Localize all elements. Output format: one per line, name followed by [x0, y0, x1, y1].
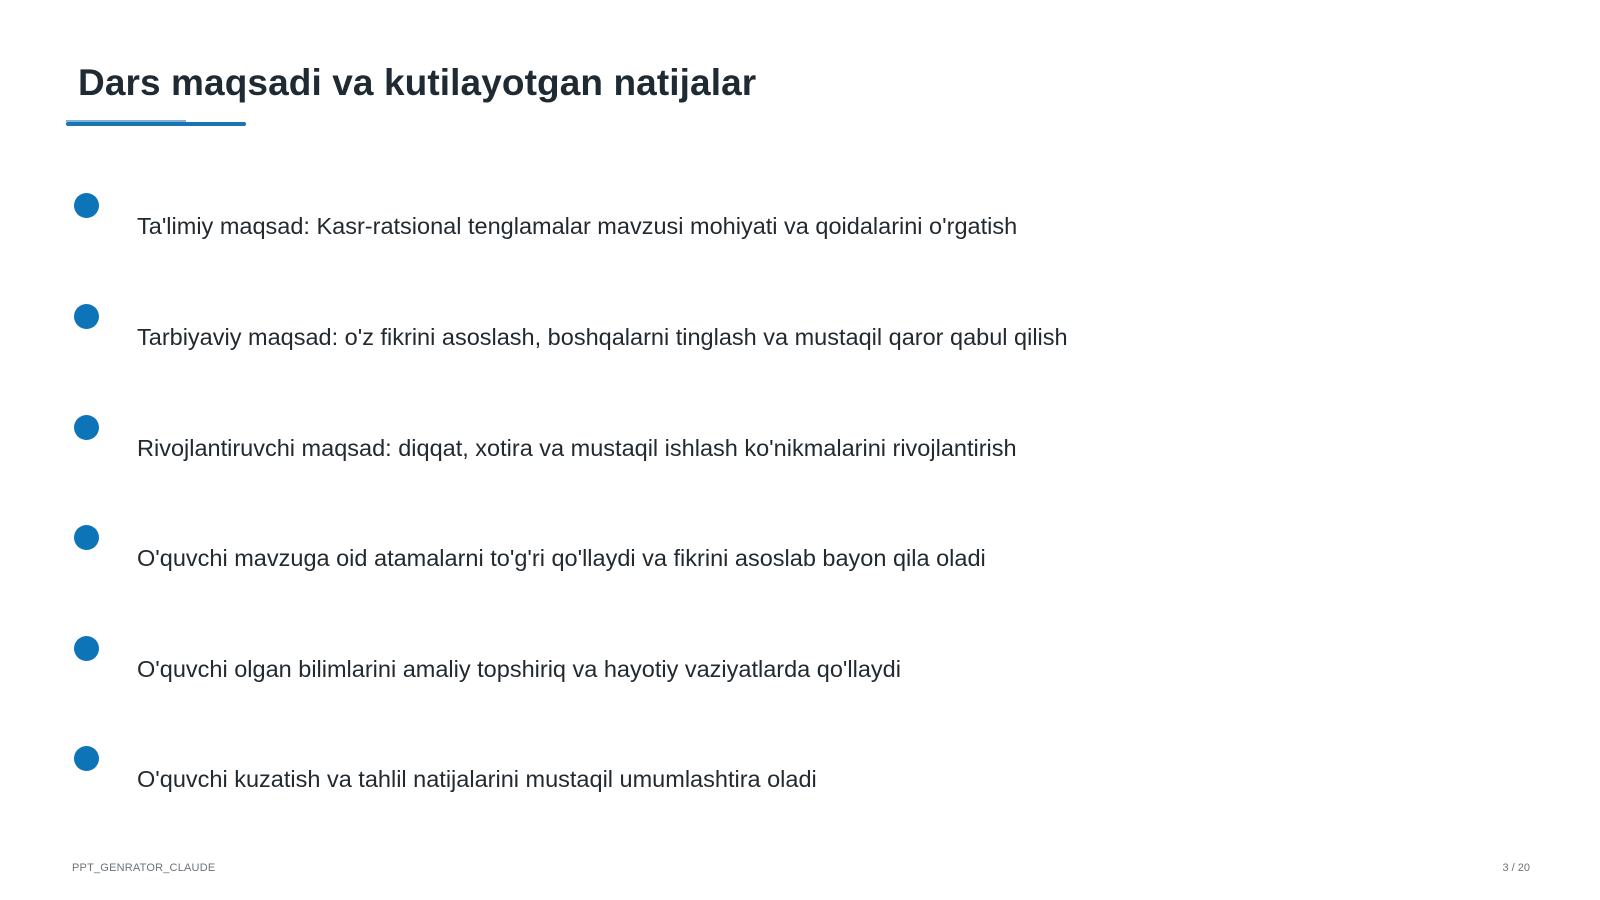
bullet-text: O'quvchi kuzatish va tahlil natijalarini mustaqil umumlashtira oladi [137, 766, 817, 792]
bullet-text: O'quvchi olgan bilimlarini amaliy topshiriq va hayotiy vaziyatlarda qo'llaydi [137, 656, 901, 682]
list-item [0, 304, 1600, 364]
footer-source-label: PPT_GENRATOR_CLAUDE [72, 862, 216, 874]
page-indicator: 3 / 20 [1502, 862, 1530, 874]
bullet-dot-icon [74, 193, 99, 218]
bullet-text: Tarbiyaviy maqsad: o'z fikrini asoslash, boshqalarni tinglash va mustaqil qaror qabul qilish [137, 324, 1068, 350]
bullet-dot-icon [74, 636, 99, 661]
bullet-text: O'quvchi mavzuga oid atamalarni to'g'ri qo'llaydi va fikrini asoslab bayon qila oladi [137, 545, 986, 571]
list-item [0, 525, 1600, 585]
bullet-dot-icon [74, 525, 99, 550]
list-item [0, 746, 1600, 806]
bullet-dot-icon [74, 304, 99, 329]
slide-title: Dars maqsadi va kutilayotgan natijalar [78, 62, 757, 103]
bullet-dot-icon [74, 415, 99, 440]
bullet-dot-icon [74, 746, 99, 771]
list-item [0, 193, 1600, 253]
list-item [0, 415, 1600, 475]
bullet-text: Ta'limiy maqsad: Kasr-ratsional tenglamalar mavzusi mohiyati va qoidalarini o'rgatish [137, 213, 1018, 239]
bullet-text: Rivojlantiruvchi maqsad: diqqat, xotira va mustaqil ishlash ko'nikmalarini rivojlantirish [137, 435, 1017, 461]
list-item [0, 636, 1600, 696]
